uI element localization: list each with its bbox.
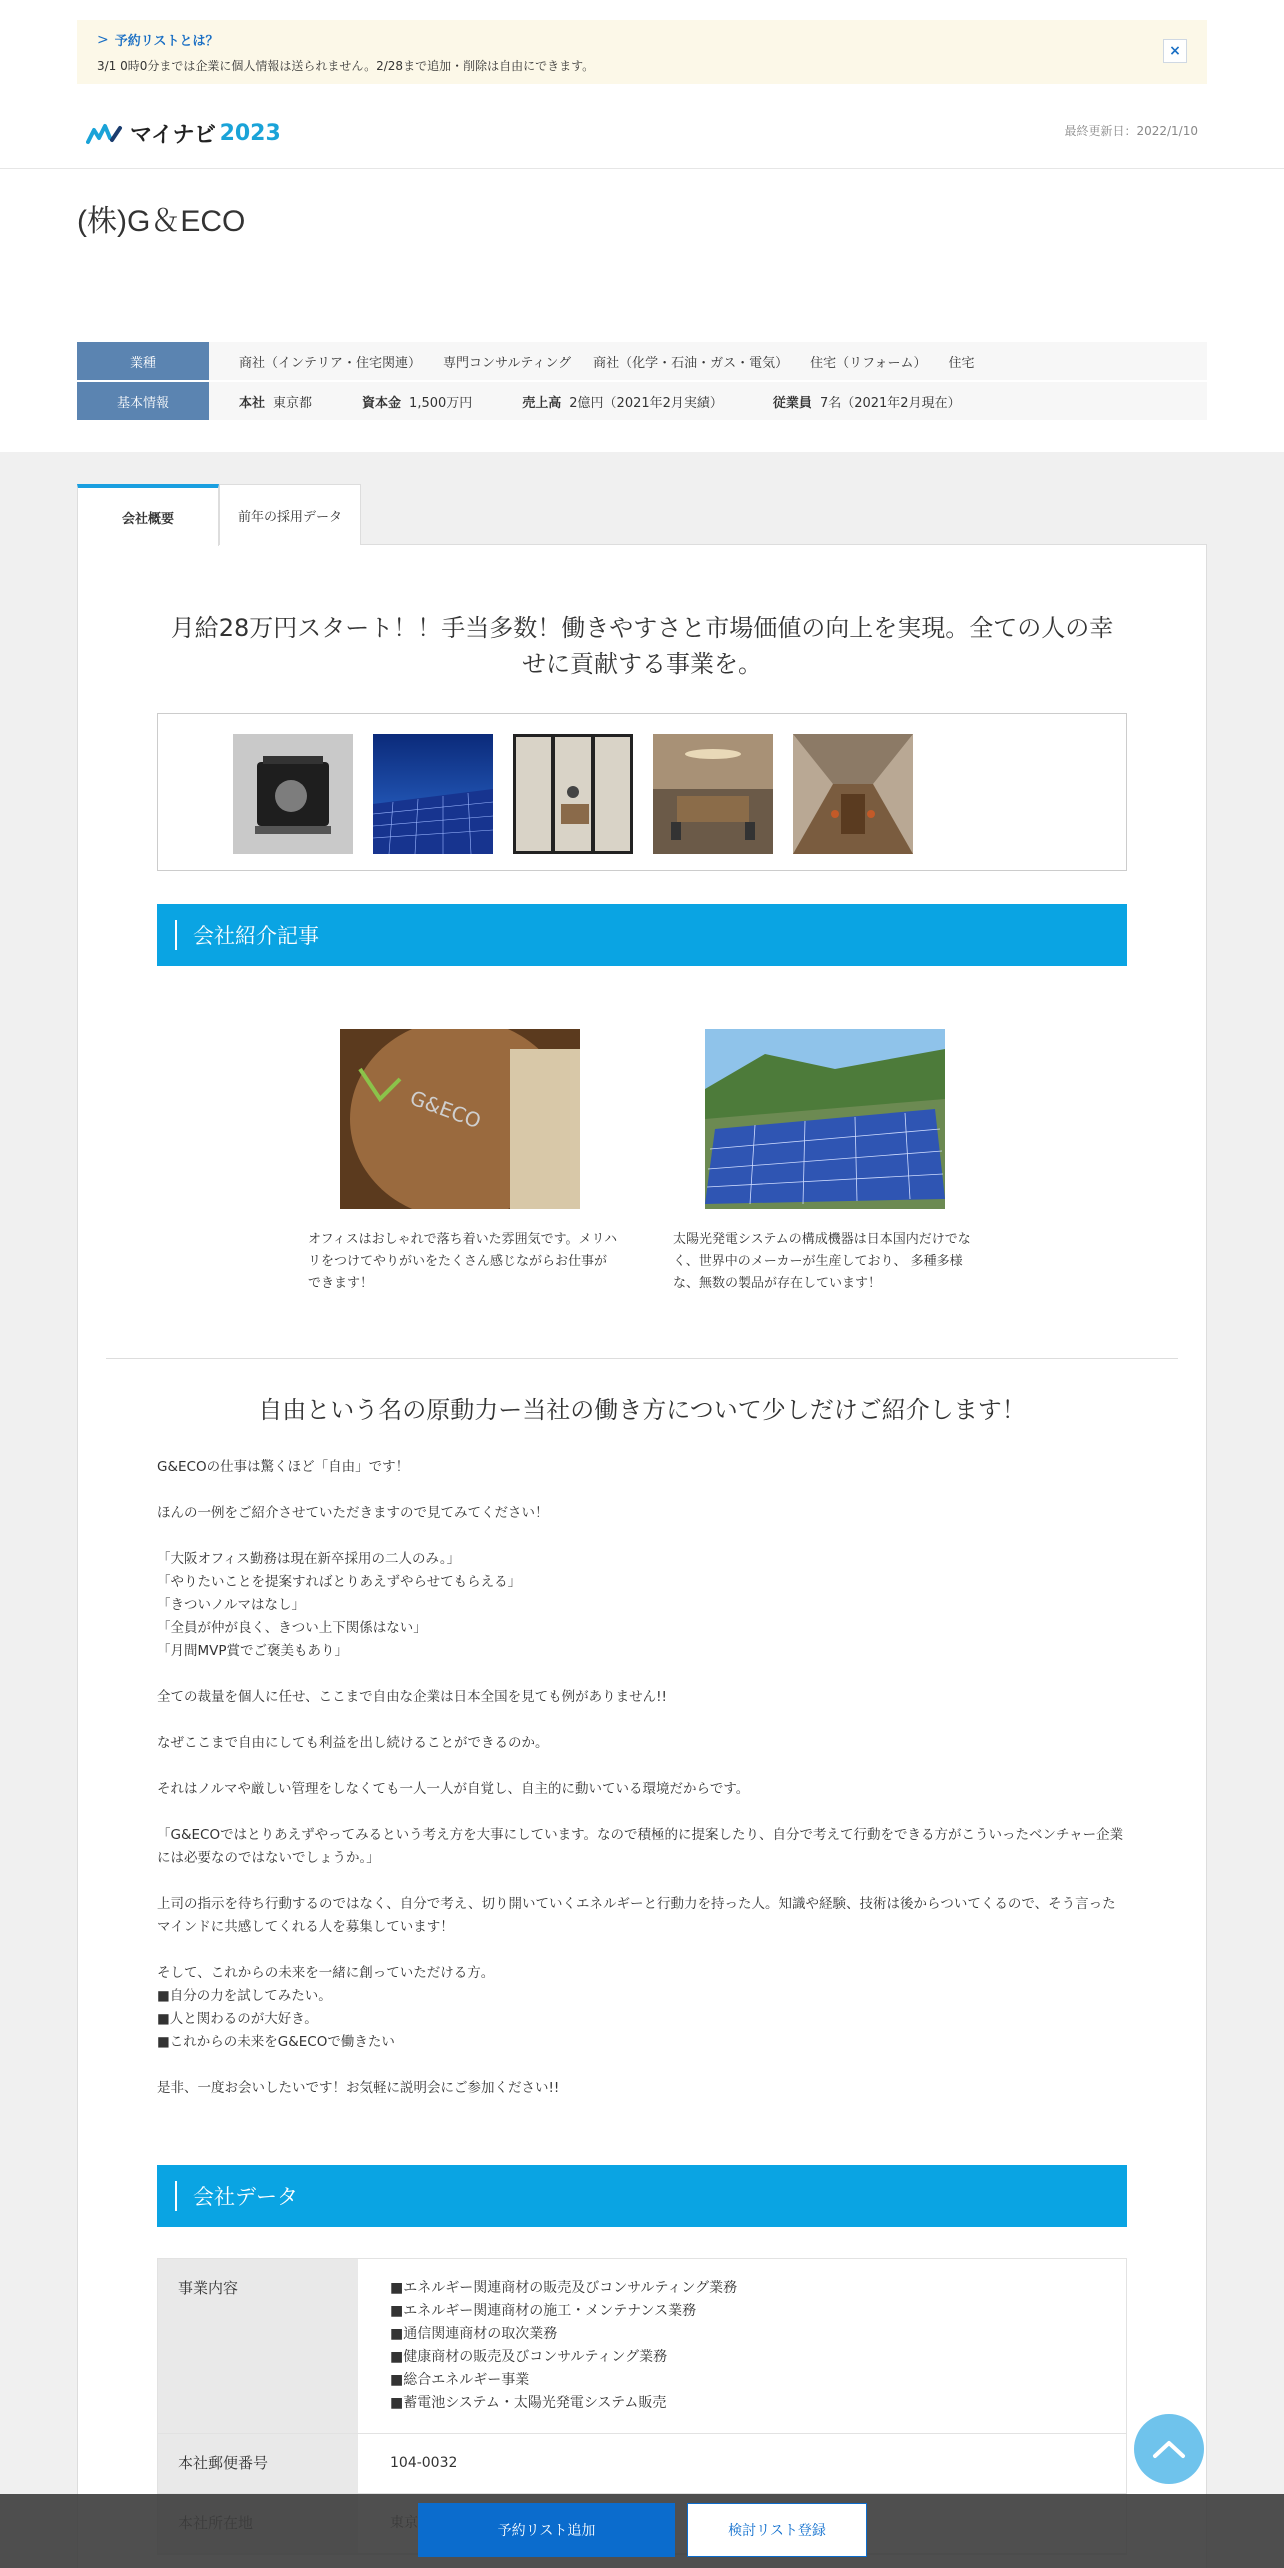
body-paragraph: 「G&ECOではとりあえずやってみるという考え方を大事にしています。なので積極的に提案したり、自分で考えて行動をできる方がこういったベンチャー企業には必要なのではないでしょうか。」 xyxy=(157,1827,1124,1866)
conference-room-photo[interactable] xyxy=(793,734,913,854)
intro-article[interactable] xyxy=(308,1029,618,1295)
solar-farm-photo[interactable] xyxy=(705,1029,945,1209)
data-section-title: 会社データ xyxy=(193,2185,298,2209)
mynavi-mark-icon xyxy=(86,122,128,146)
solar-panel-photo[interactable] xyxy=(373,734,493,854)
industry-item: 商社（インテリア・住宅関連） xyxy=(239,355,422,371)
office-logo-wall-photo[interactable] xyxy=(340,1029,580,1209)
industry-item: 商社（化学・石油・ガス・電気） xyxy=(593,355,789,371)
industry-label: 業種 xyxy=(77,342,209,380)
tab-bar xyxy=(77,484,361,546)
header-divider xyxy=(0,168,1284,169)
section-bar-line xyxy=(175,920,177,950)
basic-info-key: 売上高 xyxy=(522,395,562,411)
logo-year: 2023 xyxy=(219,121,281,146)
body-paragraph: なぜここまで自由にしても利益を出し続けることができるのか。 xyxy=(157,1735,549,1751)
body-paragraph: ほんの一例をご紹介させていただきますので見てみてください！ xyxy=(157,1505,549,1521)
basic-info-sales xyxy=(522,392,723,411)
section-bar-line xyxy=(175,2181,177,2211)
basic-info-hq xyxy=(239,392,312,411)
free-section-title: 自由という名の原動力ー当社の働き方について少しだけご紹介します！ xyxy=(258,1396,1026,1424)
table-row xyxy=(158,2259,1126,2434)
industry-values xyxy=(209,342,1207,380)
meeting-room-photo[interactable] xyxy=(653,734,773,854)
notice-title[interactable]: 予約リストとは？ xyxy=(114,34,219,49)
basic-info-capital xyxy=(362,392,472,411)
data-key: 事業内容 xyxy=(158,2259,358,2433)
generator-photo[interactable] xyxy=(233,734,353,854)
basic-info-values xyxy=(209,382,1207,420)
catchphrase: 月給28万円スタート！！手当多数！働きやすさと市場価値の向上を実現。全ての人の幸せに貢献する事業を。 xyxy=(170,614,1114,678)
basic-info-value: 2億円（2021年2月実績） xyxy=(569,395,723,411)
data-value: 104-0032 xyxy=(390,2455,458,2471)
notice-header[interactable] xyxy=(97,30,1187,49)
company-name: (株)G＆ECO xyxy=(77,205,246,238)
tab-previous-recruitment-data[interactable]: 前年の採用データ xyxy=(219,484,361,545)
chevron-right-icon: > xyxy=(97,31,109,48)
basic-info-key: 従業員 xyxy=(772,395,812,411)
industry-item: 住宅（リフォーム） xyxy=(810,355,927,371)
data-section-header xyxy=(157,2165,1127,2227)
photo-gallery xyxy=(157,713,1127,871)
section-divider xyxy=(106,1358,1178,1359)
body-paragraph: 全ての裁量を個人に任せ、ここまで自由な企業は日本全国を見ても例がありません!! xyxy=(157,1689,667,1705)
body-paragraph: 上司の指示を待ち行動するのではなく、自分で考え、切り開いていくエネルギーと行動力を持った人。知識や経験、技術は後からついてくるので、そう言ったマインドに共感してくれる人を募集しています！ xyxy=(157,1896,1116,1935)
body-paragraph: 「大阪オフィス勤務は現在新卒採用の二人のみ。」 「やりたいことを提案すればとりあえずやらせてもらえる」 「きついノルマはなし」 「全員が仲が良く、きつい上下関係はない」 「月間MVP賞でご褒美もあり」 xyxy=(157,1551,522,1659)
company-info-table xyxy=(77,342,1207,422)
reservation-notice xyxy=(77,20,1207,84)
tab-company-overview[interactable]: 会社概要 xyxy=(77,484,219,546)
svg-text:G&ECO: G&ECO xyxy=(406,1085,485,1134)
add-to-consideration-list-button[interactable]: 検討リスト登録 xyxy=(687,2503,867,2557)
basic-info-key: 資本金 xyxy=(362,395,402,411)
article-caption: オフィスはおしゃれで落ち着いた雰囲気です。メリハリをつけてやりがいをたくさん感じながらお仕事ができます！ xyxy=(308,1232,618,1291)
table-row xyxy=(158,2434,1126,2494)
basic-info-value: 7名（2021年2月現在） xyxy=(819,395,961,411)
industry-row xyxy=(77,342,1207,380)
data-key: 本社郵便番号 xyxy=(158,2434,358,2493)
intro-section-title: 会社紹介記事 xyxy=(193,924,319,948)
notice-text: 3/1 0時0分までは企業に個人情報は送られません。2/28まで追加・削除は自由にできます。 xyxy=(97,59,595,73)
chevron-up-icon xyxy=(1151,2438,1187,2460)
back-to-top-button[interactable] xyxy=(1134,2414,1204,2484)
intro-section-header xyxy=(157,904,1127,966)
body-paragraph: G&ECOの仕事は驚くほど「自由」です！ xyxy=(157,1459,410,1475)
body-paragraph: そして、これからの未来を一緒に創っていただける方。 ■自分の力を試してみたい。 ■人と関わるのが大好き。 ■これからの未来をG&ECOで働きたい xyxy=(157,1965,495,2050)
basic-info-key: 本社 xyxy=(239,395,266,411)
industry-item: 専門コンサルティング xyxy=(443,355,572,371)
body-paragraph: 是非、一度お会いしたいです！お気軽に説明会にご参加ください!! xyxy=(157,2080,560,2096)
office-photo[interactable] xyxy=(513,734,633,854)
last-updated: 最終更新日：2022/1/10 xyxy=(1064,124,1198,138)
basic-info-row xyxy=(77,382,1207,420)
logo-text: マイナビ xyxy=(130,123,216,148)
add-to-reservation-list-button[interactable]: 予約リスト追加 xyxy=(418,2503,675,2557)
basic-info-employees xyxy=(773,392,961,411)
basic-info-label: 基本情報 xyxy=(77,382,209,420)
body-paragraph: それはノルマや厳しい管理をしなくても一人一人が自覚し、自主的に動いている環境だからです。 xyxy=(157,1781,750,1797)
intro-article[interactable] xyxy=(673,1029,983,1295)
close-icon[interactable]: × xyxy=(1163,39,1187,63)
basic-info-value: 東京都 xyxy=(273,395,313,411)
data-value: ■エネルギー関連商材の販売及びコンサルティング業務 ■エネルギー関連商材の施工・メンテナンス業務 ■通信関連商材の取次業務 ■健康商材の販売及びコンサルティング業務 ■総合エネルギー事業 ■蓄電池システム・太陽光発電システム販売 xyxy=(390,2280,738,2411)
industry-item: 住宅 xyxy=(948,355,975,371)
mynavi-logo[interactable] xyxy=(86,118,281,149)
basic-info-value: 1,500万円 xyxy=(409,395,473,411)
free-section-body xyxy=(157,1456,1127,2100)
article-caption: 太陽光発電システムの構成機器は日本国内だけでなく、世界中のメーカーが生産しており、 多種多様な、無数の製品が存在しています！ xyxy=(673,1232,971,1291)
